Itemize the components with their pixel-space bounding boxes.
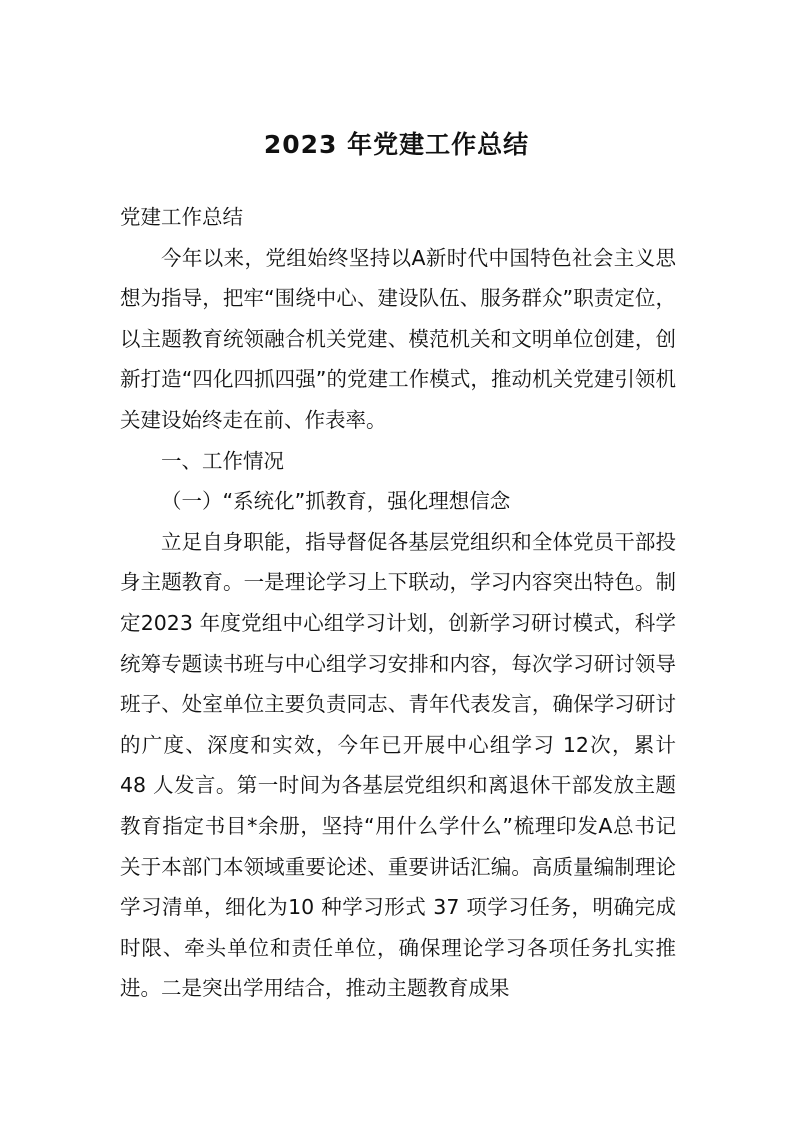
document-body — [120, 197, 676, 1009]
body-paragraph: 立足自身职能，指导督促各基层党组织和全体党员干部投身主题教育。一是理论学习上下联动，学习内容突出特色。制定2023 年度党组中心组学习计划，创新学习研讨模式，科学统筹专题读书班与中心组学习安排和内容，每次学习研讨领导班子、处室单位主要负责同志、青年代表发言，确保学习研讨的广度、深度和实效，今年已开展中心组学习 12次，累计 48 人发言。第一时间为各基层党组织和离退休干部发放主题教育指定书目*余册，坚持“用什么学什么”梳理印发A总书记关于本部门本领域重要论述、重要讲话汇编。高质量编制理论学习清单，细化为10 种学习形式 37 项学习任务，明确完成时限、牵头单位和责任单位，确保理论学习各项任务扎实推进。二是突出学用结合，推动主题教育成果 — [120, 529, 676, 1001]
chapter-heading: 一、工作情况 — [161, 448, 284, 473]
subsection-heading: （一）“系统化”抓教育，强化理想信念 — [161, 489, 511, 514]
intro-paragraph: 今年以来，党组始终坚持以A新时代中国特色社会主义思想为指导，把牢“围绕中心、建设队伍、服务群众”职责定位，以主题教育统领融合机关党建、模范机关和文明单位创建，创新打造“四化四抓四强”的党建工作模式，推动机关党建引领机关建设始终走在前、作表率。 — [120, 245, 676, 432]
document-title: 2023 年党建工作总结 — [263, 130, 530, 159]
section-heading: 党建工作总结 — [120, 205, 243, 229]
